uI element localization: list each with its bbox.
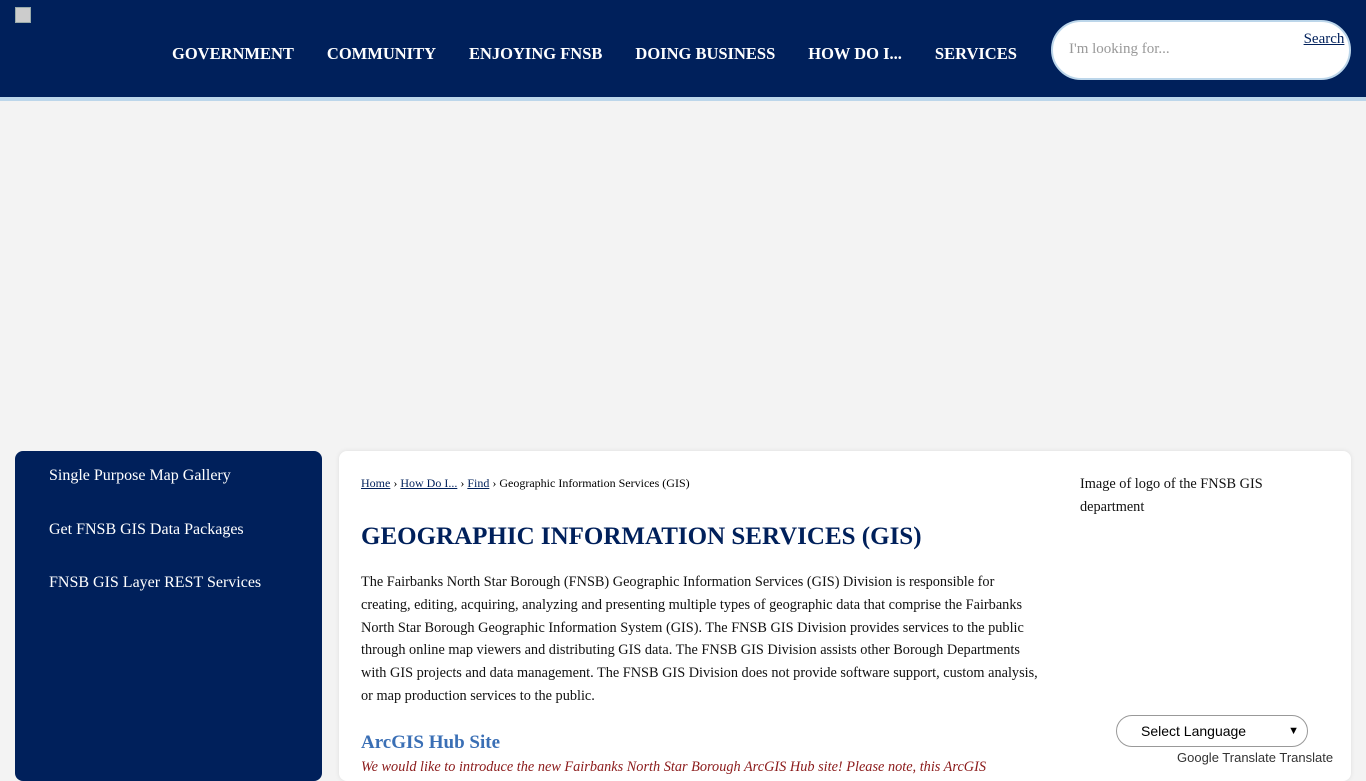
breadcrumb-how-do-i[interactable]: How Do I... <box>400 476 458 490</box>
main-nav <box>172 44 1017 64</box>
site-header <box>0 0 1366 101</box>
section-heading: ArcGIS Hub Site <box>361 732 501 753</box>
breadcrumb-separator: › <box>393 476 398 490</box>
google-translate-label[interactable]: Google Translate Translate <box>1177 750 1334 765</box>
site-logo[interactable] <box>15 7 31 23</box>
nav-enjoying-fnsb[interactable]: ENJOYING FNSB <box>469 44 603 63</box>
breadcrumb-find[interactable]: Find <box>467 476 490 490</box>
language-select-label: Select Language <box>1141 723 1247 739</box>
language-select[interactable] <box>1116 715 1308 747</box>
gis-logo-image: Image of logo of the FNSB GIS department <box>1080 476 1263 515</box>
nav-doing-business[interactable]: DOING BUSINESS <box>635 44 776 63</box>
nav-how-do-i[interactable]: HOW DO I... <box>808 44 902 63</box>
chevron-down-icon: ▼ <box>1288 725 1299 737</box>
search-button[interactable]: Search <box>1303 31 1345 47</box>
page-title: GEOGRAPHIC INFORMATION SERVICES (GIS) <box>361 523 922 550</box>
hub-intro-text: We would like to introduce the new Fairbanks North Star Borough ArcGIS Hub site! Please note, this ArcGIS <box>361 759 987 775</box>
nav-government[interactable]: GOVERNMENT <box>172 44 294 63</box>
breadcrumb <box>361 476 690 491</box>
search-box <box>1051 20 1351 80</box>
sidebar-item-data-packages[interactable]: Get FNSB GIS Data Packages <box>49 520 244 538</box>
breadcrumb-home[interactable]: Home <box>361 476 391 490</box>
nav-community[interactable]: COMMUNITY <box>326 44 436 63</box>
breadcrumb-separator: › <box>492 476 497 490</box>
sidebar <box>15 451 322 781</box>
search-input[interactable] <box>1069 41 1289 58</box>
breadcrumb-separator: › <box>460 476 465 490</box>
sidebar-item-rest-services[interactable]: FNSB GIS Layer REST Services <box>49 574 262 591</box>
intro-paragraph: The Fairbanks North Star Borough (FNSB) Geographic Information Services (GIS) Division is responsible for creating, editing, acquiring, analyzing and presenting multiple types of geographic data that comprise the Fairbanks North Star Borough Geographic Information System (GIS). The FNSB GIS Division provides services to the public through online map viewers and distributing GIS data. The FNSB GIS Division assists other Borough Departments with GIS projects and data management. The FNSB GIS Division does not provide software support, custom analysis, or map production services to the public. <box>361 574 1038 704</box>
breadcrumb-current: Geographic Information Services (GIS) <box>499 476 690 490</box>
nav-services[interactable]: SERVICES <box>934 44 1017 63</box>
sidebar-item-map-gallery[interactable]: Single Purpose Map Gallery <box>49 467 231 484</box>
